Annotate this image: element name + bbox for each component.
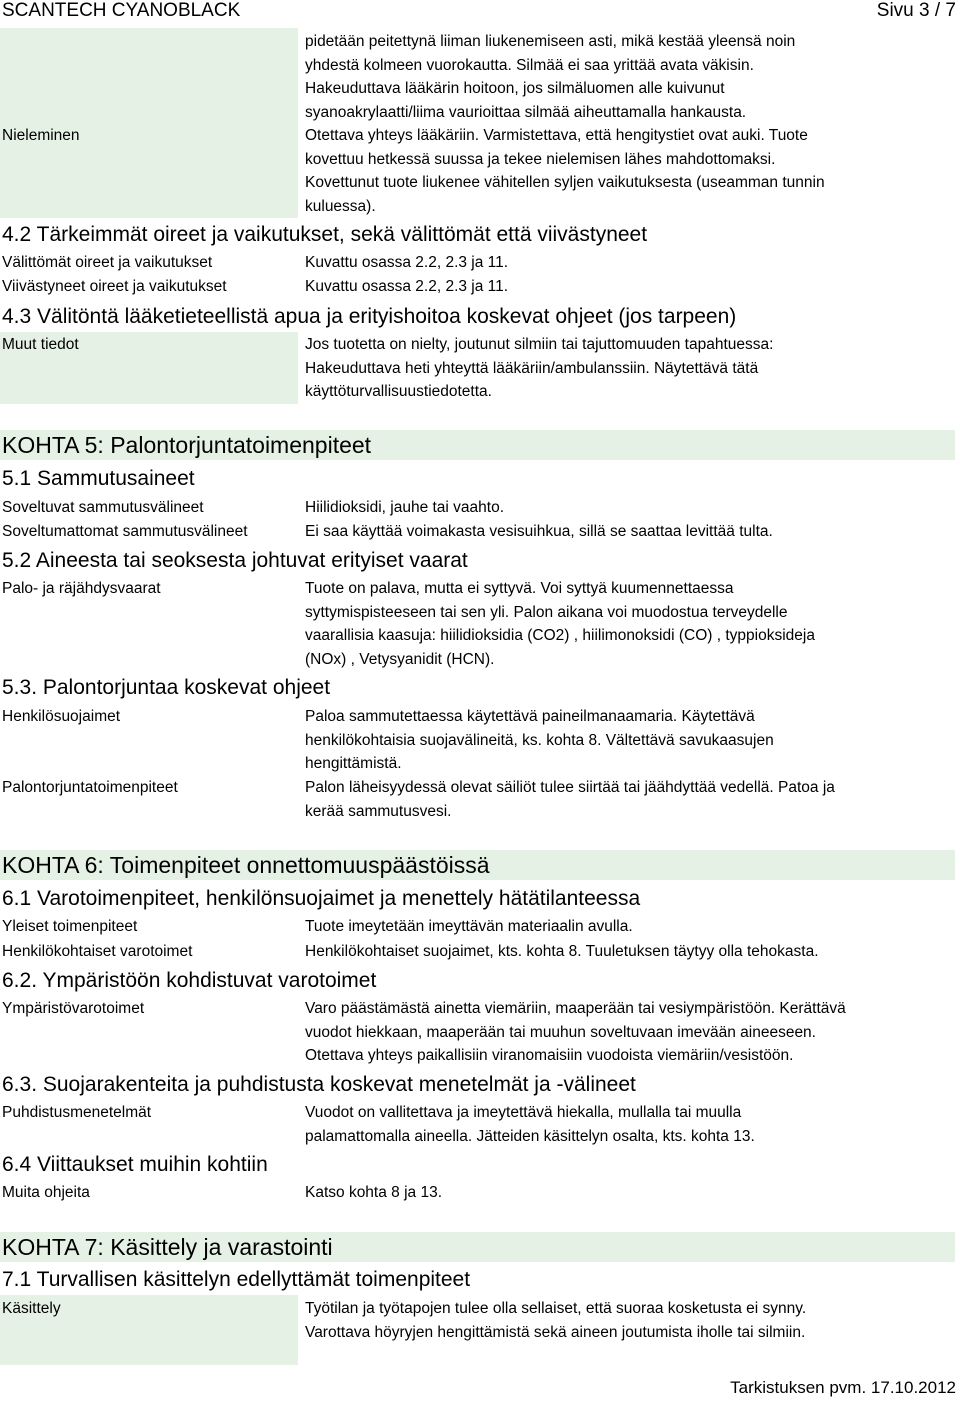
suitable-media-value: Hiilidioksidi, jauhe tai vaahto. (305, 499, 505, 516)
text-line: kuluessa). (305, 197, 376, 215)
cleanup-methods-label: Puhdistusmenetelmät (2, 1104, 152, 1121)
section-4-2-title: 4.2 Tärkeimmät oireet ja vaikutukset, sekä välittömät että viivästyneet (2, 223, 648, 246)
text-line: vaarallisia kaasuja: hiilidioksidia (CO2) , hiilimonoksidi (CO) , typpioksideja (305, 627, 815, 644)
delayed-symptoms-label: Viivästyneet oireet ja vaikutukset (2, 278, 227, 295)
firefighting-measures-label: Palontorjuntatoimenpiteet (2, 779, 178, 796)
protective-equipment-text (305, 705, 774, 776)
text-line: palamattomalla aineella. Jätteiden käsittelyn osalta, kts. kohta 13. (305, 1127, 755, 1145)
text-line: syanoakrylaatti/liima vaurioittaa silmää aiheuttamalla hankausta. (305, 103, 747, 121)
ingestion-text (305, 124, 825, 218)
immediate-symptoms-label: Välittömät oireet ja vaikutukset (2, 254, 213, 271)
section-6-1-title: 6.1 Varotoimenpiteet, henkilönsuojaimet ja menettely hätätilanteessa (2, 887, 641, 910)
cleanup-methods-text (305, 1101, 755, 1148)
text-line: Hakeuduttava heti yhteyttä lääkäriin/ambulanssiin. Näytettävä tätä (305, 359, 759, 377)
immediate-symptoms-value: Kuvattu osassa 2.2, 2.3 ja 11. (305, 254, 509, 271)
text-line: Kovettunut tuote liukenee vähitellen syljen vaikutuksesta (useamman tunnin (305, 174, 825, 191)
section-5-3-title: 5.3. Palontorjuntaa koskevat ohjeet (2, 676, 331, 699)
handling-text (305, 1297, 806, 1344)
text-line: Varo päästämästä ainetta viemäriin, maaperään tai vesiympäristöön. Kerättävä (305, 1000, 846, 1017)
text-line: Tuote on palava, mutta ei syttyvä. Voi syttyä kuumennettaessa (305, 580, 734, 597)
text-line: Jos tuotetta on nielty, joutunut silmiin tai tajuttomuuden tapahtuessa: (305, 336, 774, 353)
text-line: kerää sammutusvesi. (305, 802, 452, 820)
personal-precautions-value: Henkilökohtaiset suojaimet, kts. kohta 8. Tuuletuksen täytyy olla tehokasta. (305, 943, 819, 960)
handling-label: Käsittely (2, 1300, 61, 1317)
kohta-7-header: KOHTA 7: Käsittely ja varastointi (0, 1232, 955, 1262)
text-line: pidetään peitettynä liiman liukenemiseen asti, mikä kestää yleensä noin (305, 33, 796, 50)
protective-equipment-label: Henkilösuojaimet (2, 708, 121, 725)
text-line: Työtilan ja työtapojen tulee olla sellaiset, että suoraa kosketusta ei synny. (305, 1300, 807, 1317)
section-5-1-title: 5.1 Sammutusaineet (2, 467, 195, 490)
ingestion-label: Nieleminen (2, 127, 80, 144)
label-column-shade (0, 28, 298, 218)
section-6-4-title: 6.4 Viittaukset muihin kohtiin (2, 1153, 268, 1176)
firefighting-measures-text (305, 776, 835, 823)
text-line: henkilökohtaisia suojavälineitä, ks. kohta 8. Vältettävä savukaasujen (305, 731, 774, 749)
section-4-3-title: 4.3 Välitöntä lääketieteellistä apua ja erityishoitoa koskevat ohjeet (jos tarpeen) (2, 305, 737, 328)
section-7-1-title: 7.1 Turvallisen käsittelyn edellyttämät toimenpiteet (2, 1268, 471, 1291)
environmental-precautions-label: Ympäristövarotoimet (2, 1000, 145, 1017)
other-info-label: Muut tiedot (2, 336, 79, 353)
unsuitable-media-value: Ei saa käyttää voimakasta vesisuihkua, sillä se saattaa levittää tulta. (305, 523, 773, 540)
other-instructions-label: Muita ohjeita (2, 1184, 90, 1201)
unsuitable-media-label: Soveltumattomat sammutusvälineet (2, 523, 248, 540)
text-line: Paloa sammutettaessa käytettävä paineilmanaamaria. Käytettävä (305, 708, 755, 725)
text-line: Vuodot on vallitettava ja imeytettävä hiekalla, mullalla tai muulla (305, 1104, 742, 1121)
eye-contact-text (305, 30, 795, 124)
other-instructions-value: Katso kohta 8 ja 13. (305, 1184, 443, 1201)
text-line: Hakeuduttava lääkärin hoitoon, jos silmäluomen alle kuivunut (305, 80, 725, 97)
text-line: yhdestä kolmeen vuorokautta. Silmää ei saa yrittää avata väkisin. (305, 56, 754, 74)
text-line: kovettuu hetkessä suussa ja tekee nielemisen lähes mahdottomaksi. (305, 150, 776, 168)
text-line: Otettava yhteys paikallisiin viranomaisiin vuodoista viemäriin/vesistöön. (305, 1047, 794, 1064)
text-line: Otettava yhteys lääkäriin. Varmistettava, että hengitystiet ovat auki. Tuote (305, 127, 808, 144)
personal-precautions-label: Henkilökohtaiset varotoimet (2, 943, 193, 960)
suitable-media-label: Soveltuvat sammutusvälineet (2, 499, 204, 516)
text-line: vuodot hiekkaan, maaperään tai muuhun soveltuvaan imevään aineeseen. (305, 1023, 816, 1041)
environmental-precautions-text (305, 997, 846, 1068)
text-line: syttymispisteeseen tai sen yli. Palon aikana voi muodostua terveydelle (305, 603, 788, 621)
fire-hazards-text (305, 577, 815, 671)
text-line: Varottava höyryjen hengittämistä sekä aineen joutumista iholle tai silmiin. (305, 1323, 806, 1341)
fire-hazards-label: Palo- ja räjähdysvaarat (2, 580, 161, 597)
delayed-symptoms-value: Kuvattu osassa 2.2, 2.3 ja 11. (305, 278, 509, 295)
text-line: (NOx) , Vetysyanidit (HCN). (305, 650, 495, 668)
text-line: käyttöturvallisuustiedotetta. (305, 383, 492, 400)
text-line: Palon läheisyydessä olevat säiliöt tulee siirtää tai jäähdyttää vedellä. Patoa ja (305, 779, 835, 796)
section-5-2-title: 5.2 Aineesta tai seoksesta johtuvat erityiset vaarat (2, 549, 468, 572)
revision-date: Tarkistuksen pvm. 17.10.2012 (730, 1378, 956, 1397)
document-title: SCANTECH CYANOBLACK (2, 0, 241, 21)
section-6-3-title: 6.3. Suojarakenteita ja puhdistusta koskevat menetelmät ja -välineet (2, 1073, 636, 1096)
kohta-5-header: KOHTA 5: Palontorjuntatoimenpiteet (0, 430, 955, 460)
page-number: Sivu 3 / 7 (876, 0, 956, 21)
general-measures-label: Yleiset toimenpiteet (2, 918, 138, 935)
general-measures-value: Tuote imeytetään imeyttävän materiaalin avulla. (305, 918, 633, 935)
section-6-2-title: 6.2. Ympäristöön kohdistuvat varotoimet (2, 969, 377, 992)
kohta-6-header: KOHTA 6: Toimenpiteet onnettomuuspäästöissä (0, 850, 955, 880)
text-line: hengittämistä. (305, 755, 402, 772)
other-info-text (305, 333, 773, 404)
